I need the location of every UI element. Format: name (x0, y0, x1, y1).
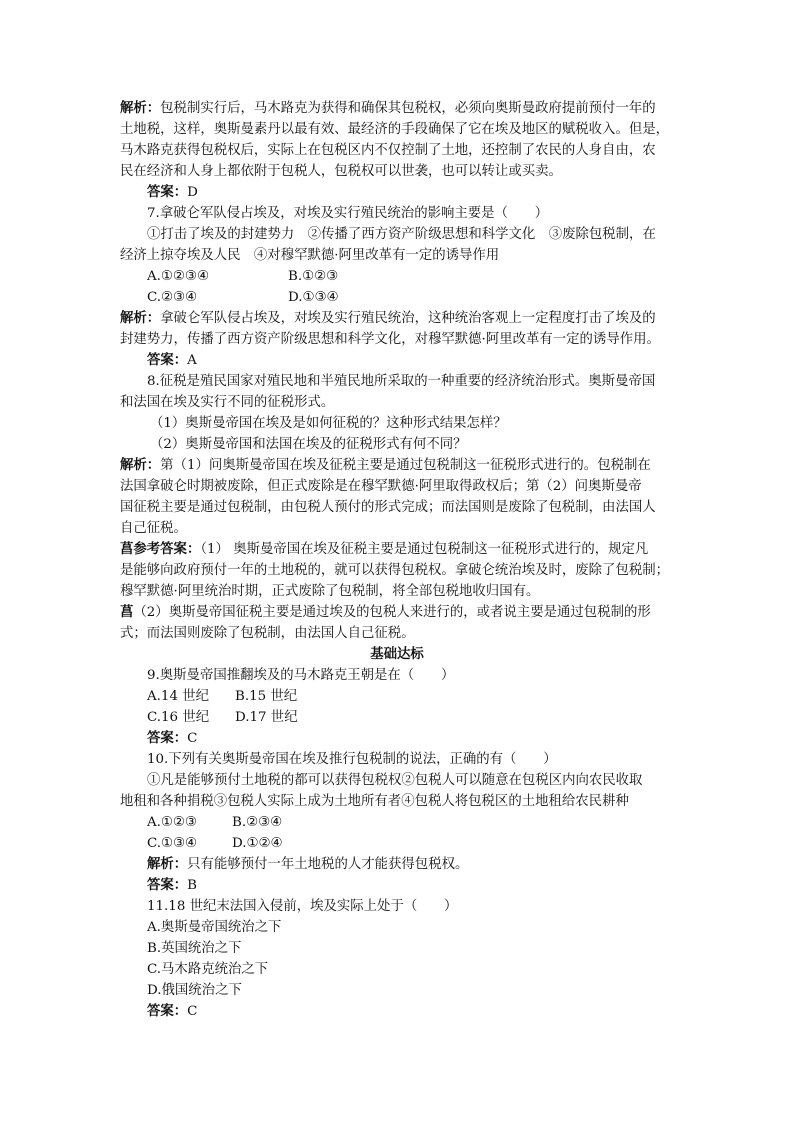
option-b: B.英国统治之下 (147, 941, 242, 956)
reference-answer-line (120, 602, 680, 623)
option-c: C.②③④ (147, 290, 198, 305)
question-7-stem: 7.拿破仑军队侵占埃及，对埃及实行殖民统治的影响主要是（ ） (147, 206, 549, 221)
reference-answer-line: 是能够向政府预付一年的土地税的，就可以获得包税权。拿破仑统治埃及时，废除了包税制； (120, 563, 670, 578)
answer-line (147, 350, 707, 371)
question-8-stem: 和法国在埃及实行不同的征税形式。 (120, 395, 335, 410)
answer-label: 答案： (147, 1003, 188, 1019)
option-a: A.①②③④ (147, 269, 209, 284)
option-d: D.17 世纪 (235, 710, 298, 725)
analysis-line: 马木路克获得包税权后，实际上在包税区内不仅控制了土地，还控制了农民的人身自由，农 (120, 143, 656, 158)
answer-label: 答案： (147, 877, 188, 893)
option-c: C.①③④ (147, 836, 198, 851)
analysis-label: 解析： (120, 457, 161, 473)
answer-line (147, 182, 707, 203)
question-7-items: 经济上掠夺埃及人民 ④对穆罕默德·阿里改革有一定的诱导作用 (120, 248, 500, 263)
analysis-text: 第（1）问奥斯曼帝国在埃及征税主要是通过包税制这一征税形式进行的。包税制在 (160, 458, 651, 473)
option-a: A.①②③ (147, 815, 197, 830)
analysis-line: 国征税主要是通过包税制，由包税人预付的形式完成；而法国则是废除了包税制，由法国人 (120, 500, 656, 515)
option-a: A.奥斯曼帝国统治之下 (147, 920, 282, 935)
reference-text: （2）奥斯曼帝国征税主要是通过埃及的包税人来进行的，或者说主要是通过包税制的形 (133, 605, 651, 620)
option-d: D.俄国统治之下 (147, 983, 242, 998)
reference-label: 参考答案： (133, 541, 201, 557)
analysis-line (120, 455, 680, 476)
option-a: A.14 世纪 (147, 689, 210, 704)
answer-value: B (187, 878, 198, 893)
option-d: D.①③④ (288, 290, 339, 305)
reference-answer-line: 式；而法国则废除了包税制，由法国人自己征税。 (120, 626, 415, 641)
answer-value: A (187, 353, 197, 368)
answer-label: 答案： (147, 352, 188, 368)
reference-answer-line: 穆罕默德·阿里统治时期，正式废除了包税制，将全部包税地收归国有。 (120, 584, 540, 599)
question-10-items: 地租和各种捐税③包税人实际上成为土地所有者④包税人将包税区的土地租给农民耕种 (120, 794, 629, 809)
option-b: B.②③④ (232, 815, 283, 830)
reference-answer-line (120, 539, 680, 560)
question-11-stem: 11.18 世纪末法国入侵前，埃及实际上处于（ ） (147, 899, 458, 914)
analysis-line (120, 308, 680, 329)
answer-value: C (187, 731, 198, 746)
analysis-label: 解析： (120, 100, 161, 116)
answer-line (147, 875, 707, 896)
answer-value: D (187, 185, 198, 200)
analysis-label: 解析： (147, 856, 188, 872)
section-title: 基础达标 (370, 646, 424, 662)
analysis-text: 包税制实行后，马木路克为获得和确保其包税权，必须向奥斯曼政府提前预付一年的 (160, 101, 656, 116)
answer-label: 答案： (147, 730, 188, 746)
answer-line (147, 1001, 707, 1022)
question-10-items: ①凡是能够预付土地税的都可以获得包税权②包税人可以随意在包税区内向农民收取 (147, 773, 643, 788)
reference-mark: 菖 (120, 541, 134, 557)
answer-label: 答案： (147, 184, 188, 200)
option-b: B.①②③ (288, 269, 339, 284)
question-9-stem: 9.奥斯曼帝国推翻埃及的马木路克王朝是在（ ） (147, 668, 455, 683)
question-8-sub2: （2）奥斯曼帝国和法国在埃及的征税形式有何不同？ (150, 437, 467, 452)
analysis-line: 封建势力，传播了西方资产阶级思想和科学文化，对穆罕默德·阿里改革有一定的诱导作用。 (120, 332, 660, 347)
question-8-stem: 8.征税是殖民国家对殖民地和半殖民地所采取的一种重要的经济统治形式。奥斯曼帝国 (147, 374, 656, 389)
option-b: B.15 世纪 (235, 689, 298, 704)
analysis-text: 只有能够预付一年土地税的人才能获得包税权。 (187, 857, 469, 872)
question-7-items: ①打击了埃及的封建势力 ②传播了西方资产阶级思想和科学文化 ③废除包税制，在 (147, 227, 656, 242)
question-10-stem: 10.下列有关奥斯曼帝国在埃及推行包税制的说法，正确的有（ ） (147, 752, 557, 767)
option-c: C.16 世纪 (147, 710, 210, 725)
analysis-line: 自己征税。 (120, 521, 187, 536)
analysis-text: 拿破仑军队侵占埃及，对埃及实行殖民统治，这种统治客观上一定程度打击了埃及的 (160, 311, 656, 326)
analysis-line: 土地税，这样，奥斯曼素丹以最有效、最经济的手段确保了它在埃及地区的赋税收入。但是， (120, 122, 670, 137)
analysis-label: 解析： (120, 310, 161, 326)
answer-line (147, 728, 707, 749)
answer-value: C (187, 1004, 198, 1019)
analysis-line: 法国拿破仑时期被废除，但正式废除是在穆罕默德·阿里取得政权后；第（2）问奥斯曼帝 (120, 479, 642, 494)
reference-text: （1） 奥斯曼帝国在埃及征税主要是通过包税制这一征税形式进行的，规定凡 (200, 542, 649, 557)
analysis-line (120, 98, 680, 119)
question-8-sub1: （1）奥斯曼帝国在埃及是如何征税的？这种形式结果怎样？ (150, 416, 507, 431)
reference-mark: 菖 (120, 604, 134, 620)
analysis-line: 民在经济和人身上都依附于包税人，包税权可以世袭，也可以转让或买卖。 (120, 164, 562, 179)
option-c: C.马木路克统治之下 (147, 962, 269, 977)
analysis-line (147, 854, 707, 875)
option-d: D.①②④ (232, 836, 283, 851)
